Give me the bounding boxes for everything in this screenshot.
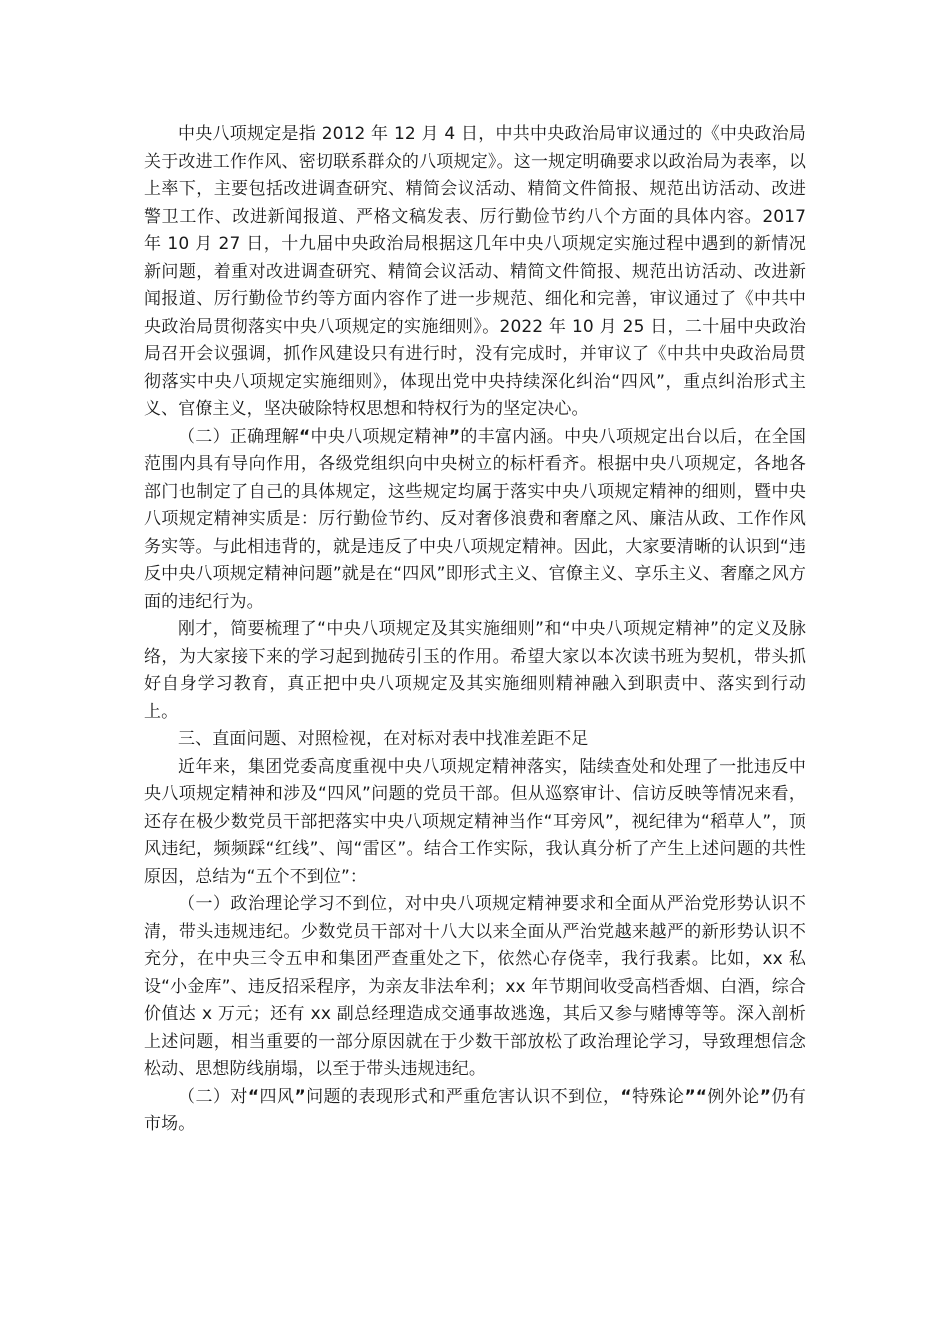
quote-open: “ xyxy=(247,1086,260,1107)
emphasis-term: 中央八项规定精神 xyxy=(310,426,449,447)
paragraph-theory-study: （一）政治理论学习不到位，对中央八项规定精神要求和全面从严治党形势认识不清，带头违规违纪。少数党员干部对十八大以来全面从严治党越来越严的新形势认识不充分，在中央三令五申和集团严查重处之下，依然心存侥幸，我行我素。比如，xx 私设“小金库”、违反招采程序，为亲友非法牟利；xx 年节期间收受高档香烟、白酒，综合价值达 x 万元；还有 xx 副总经理造成交通事故逃逸，其后又参与赌博等等。深入剖析上述问题，相当重要的一部分原因就在于少数干部放松了政治理论学习，导致理想信念松动、思想防线崩塌，以至于带头违规违纪。 xyxy=(144,894,806,1079)
quote-open: “ xyxy=(299,426,311,447)
emphasis-term: 例外论 xyxy=(707,1086,760,1107)
paragraph-understanding-spirit xyxy=(144,424,806,617)
paragraph-text: 的丰富内涵。中央八项规定出台以后，在全国范围内具有导向作用，各级党组织向中央树立的标杆看齐。根据中央八项规定，各地各部门也制定了自己的具体规定，这些规定均属于落实中央八项规定精神的细则，暨中央八项规定精神实质是：厉行勤俭节约、反对奢侈浪费和奢靡之风、廉洁从政、工作作风务实等。与此相违背的，就是违反了中央八项规定精神。因此，大家要清晰的认识到“违反中央八项规定精神问题”就是在“四风”即形式主义、官僚主义、享乐主义、奢靡之风方面的违纪行为。 xyxy=(144,426,806,612)
quote-open: “ xyxy=(620,1086,632,1107)
paragraph-summary: 刚才，简要梳理了“中央八项规定及其实施细则”和“中央八项规定精神”的定义及脉络，为大家接下来的学习起到抛砖引玉的作用。希望大家以本次读书班为契机，带头抓好自身学习教育，真正把中央八项规定及其实施细则精神融入到职责中、落实到行动上。 xyxy=(144,619,806,722)
section-label: （二）对 xyxy=(178,1086,248,1107)
emphasis-term: 特殊论 xyxy=(631,1086,685,1107)
paragraph-eight-regulations-definition: 中央八项规定是指 2012 年 12 月 4 日，中共中央政治局审议通过的《中央政治局关于改进工作作风、密切联系群众的八项规定》。这一规定明确要求以政治局为表率，以上率下，主要包括改进调查研究、精简会议活动、精简文件简报、规范出访活动、改进警卫工作、改进新闻报道、严格文稿发表、厉行勤俭节约八个方面的具体内容。2017 年 10 月 27 日，十九届中央政治局根据这几年中央八项规定实施过程中遇到的新情况新问题，着重对改进调查研究、精简会议活动、精简文件简报、规范出访活动、改进新闻报道、厉行勤俭节约等方面内容作了进一步规范、细化和完善，审议通过了《中共中央政治局贯彻落实中央八项规定的实施细则》。2022 年 10 月 25 日，二十届中央政治局召开会议强调，抓作风建设只有进行时，没有完成时，并审议了《中共中央政治局贯彻落实中央八项规定实施细则》，体现出党中央持续深化纠治“四风”，重点纠治形式主义、官僚主义，坚决破除特权思想和特权行为的坚定决心。 xyxy=(144,124,806,419)
document-body xyxy=(144,121,806,1139)
quote-close: ” xyxy=(759,1086,772,1107)
quote-close: ” xyxy=(448,426,461,447)
quote-close: ” xyxy=(294,1086,306,1107)
paragraph-recent-years: 近年来，集团党委高度重视中央八项规定精神落实，陆续查处和处理了一批违反中央八项规定精神和涉及“四风”问题的党员干部。但从巡察审计、信访反映等情况来看，还存在极少数党员干部把落实中央八项规定精神当作“耳旁风”，视纪律为“稻草人”，顶风违纪，频频踩“红线”、闯“雷区”。结合工作实际，我认真分析了产生上述问题的共性原因，总结为“五个不到位”： xyxy=(144,756,806,887)
paragraph-text: 仍有市场。 xyxy=(144,1086,806,1134)
emphasis-term: 四风 xyxy=(259,1086,295,1107)
paragraph-four-winds xyxy=(144,1084,806,1139)
quote-pair: ”“ xyxy=(684,1086,708,1107)
paragraph-text: 问题的表现形式和严重危害认识不到位， xyxy=(305,1086,621,1107)
section-heading-problems: 三、直面问题、对照检视，在对标对表中找准差距不足 xyxy=(178,729,589,749)
section-label: （二）正确理解 xyxy=(178,426,300,447)
